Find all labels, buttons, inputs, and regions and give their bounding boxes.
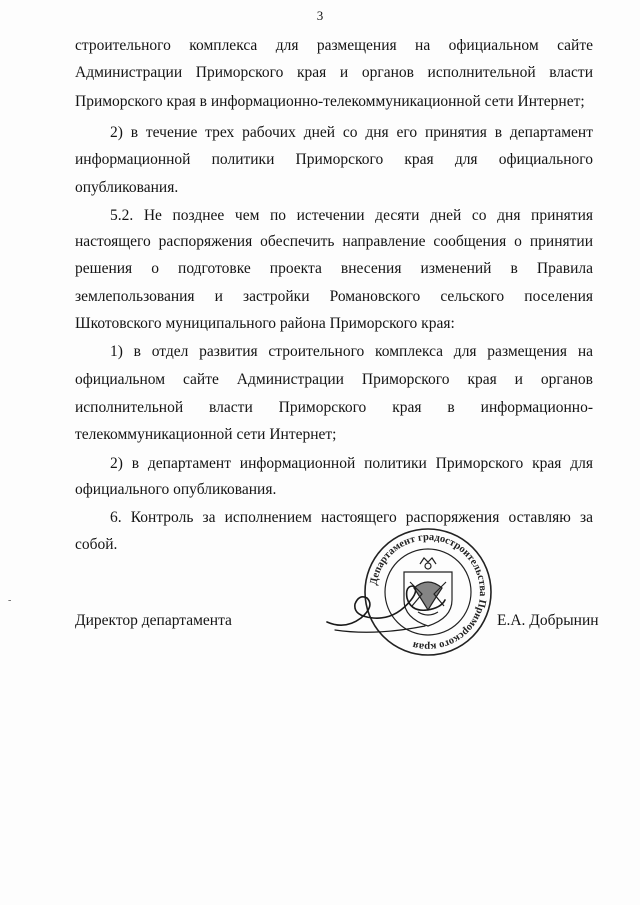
text-line: Администрации Приморского края и органов исполнительной власти [75,64,593,81]
text-line: опубликования. [75,179,179,196]
margin-mark: - [8,595,12,606]
text-line: 6. Контроль за исполнением настоящего распоряжения оставляю за [110,509,593,526]
text-line: землепользования и застройки Романовского сельского поселения [75,288,593,305]
text-line: информационной политики Приморского края для официального [75,151,593,168]
text-line: Приморского края в информационно-телекоммуникационной сети Интернет; [75,93,585,110]
signatory-name: Е.А. Добрынин [497,612,599,629]
text-line: 2) в течение трех рабочих дней со дня его принятия в департамент [110,124,593,141]
page-number: 3 [316,8,324,23]
text-line: 5.2. Не позднее чем по истечении десяти дней со дня принятия [110,207,593,224]
text-line: Шкотовского муниципального района Приморского края: [75,315,455,332]
text-line: телекоммуникационной сети Интернет; [75,426,337,443]
text-line: настоящего распоряжения обеспечить направление сообщения о принятии [75,233,593,250]
signatory-position: Директор департамента [75,612,232,629]
text-line: исполнительной власти Приморского края в информационно- [75,399,593,416]
text-line: решения о подготовке проекта внесения изменений в Правила [75,260,593,277]
text-line: официального опубликования. [75,481,277,498]
handwritten-signature [315,560,475,640]
text-line: строительного комплекса для размещения на официальном сайте [75,37,593,54]
text-line: собой. [75,536,118,553]
text-line: 1) в отдел развития строительного комплекса для размещения на [110,343,593,360]
stamp-text: Департамент градостроительства Приморского края [368,531,489,653]
text-line: 2) в департамент информационной политики Приморского края для [110,455,593,472]
text-line: официальном сайте Администрации Приморского края и органов [75,371,593,388]
